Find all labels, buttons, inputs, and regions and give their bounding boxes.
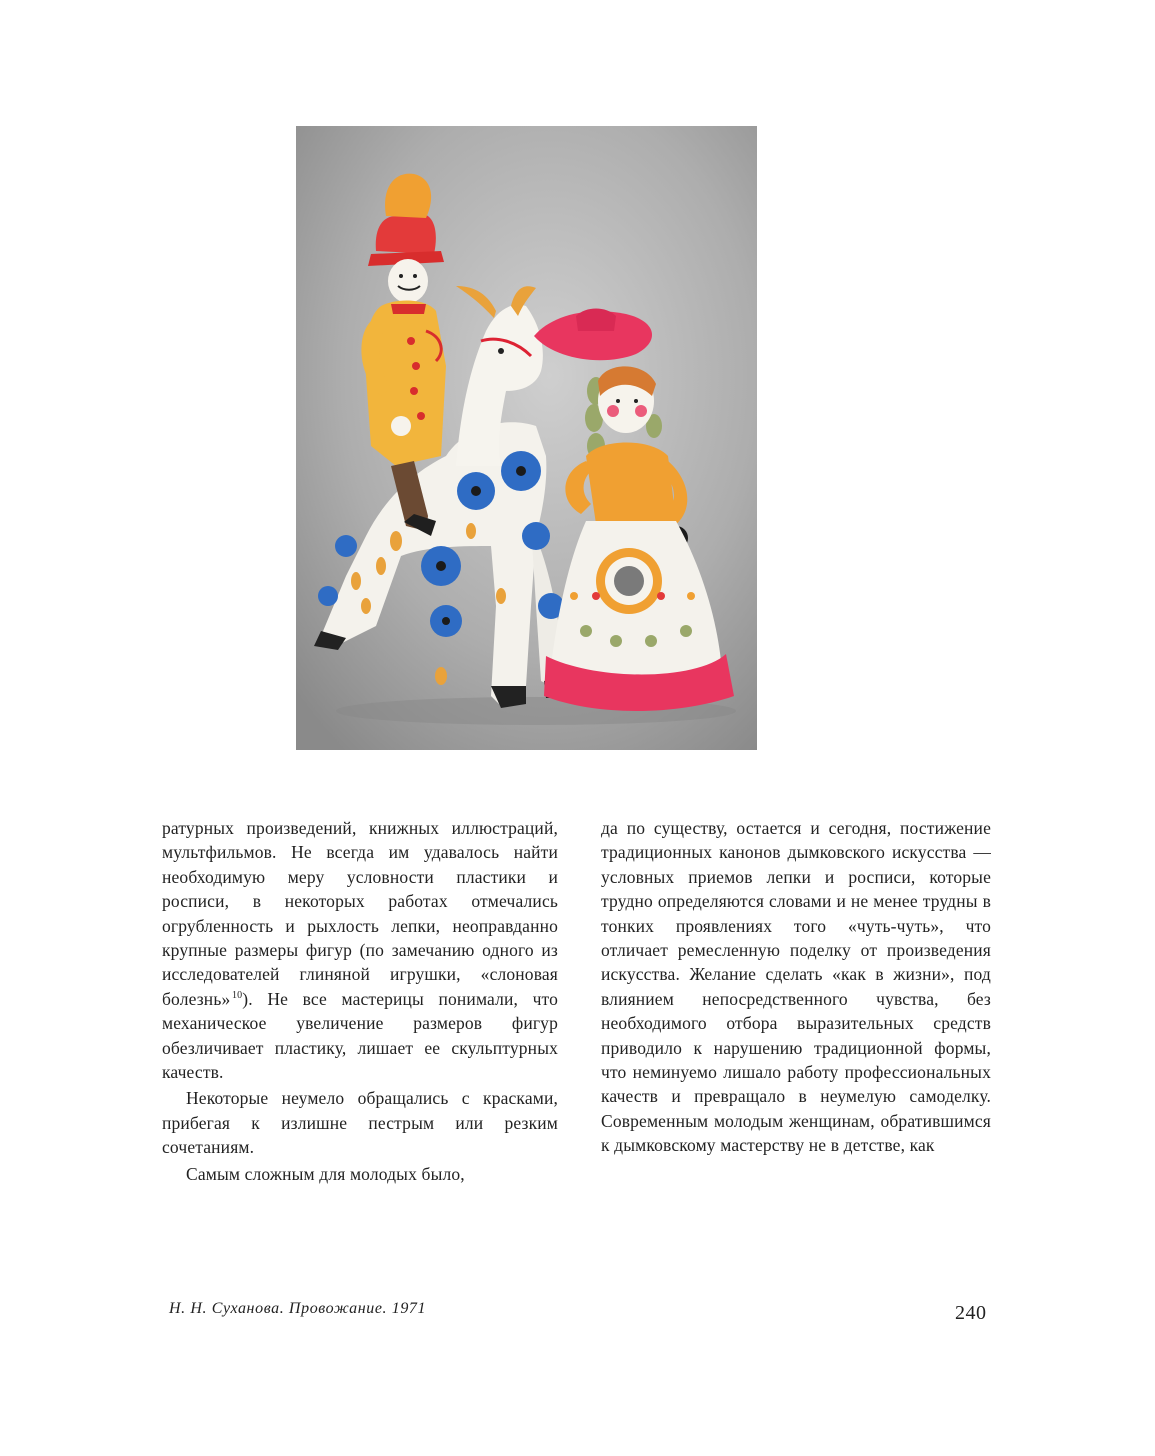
left-paragraph-1-continuation: ). Не все мастерицы понимали, что механическое увеличение размеров фигур обезличивает пластику, лишает ее скульптурных качеств. — [162, 988, 558, 1083]
left-text-column — [162, 816, 558, 1186]
footnote-reference: 10 — [231, 990, 243, 1002]
page-number: 240 — [955, 1302, 987, 1324]
left-paragraph-1 — [162, 816, 558, 1084]
right-text-column — [601, 816, 991, 1158]
photo-caption: Н. Н. Суханова. Провожание. 1971 — [169, 1300, 427, 1317]
photo-illustration — [296, 126, 757, 750]
left-paragraph-3: Самым сложным для молодых было, — [186, 1163, 465, 1184]
left-paragraph-2: Некоторые неумело обращались с красками, прибегая к излишне пестрым или резким сочетаниям. — [162, 1088, 558, 1158]
photo-dymkovo-toys — [296, 126, 757, 750]
right-paragraph-1: да по существу, остается и сегодня, постижение традиционных канонов дымковского искусства — условных приемов лепки и росписи, которые трудно определяются словами и не менее трудны в тонких проявлениях того «чуть-чуть», что отличает ремесленную поделку от произведения искусства. Желание сделать «как в жизни», под влиянием непосредственного чувства, без необходимого отбора выразительных средств приводило к нарушению традиционной формы, что неминуемо лишало работу профессиональных качеств и превращало в неумелую самоделку. Современным молодым женщинам, обратившимся к дымковскому мастерству не в детстве, как — [601, 818, 991, 1156]
left-paragraph-1-text: ратурных произведений, книжных иллюстраций, мультфильмов. Не всегда им удавалось найти необходимую меру условности пластики и росписи, в некоторых работах отмечались огрубленность и рыхлость лепки, неоправданно крупные размеры фигур (по замечанию одного из исследователей глиняной игрушки, «слоновая болезнь» — [162, 818, 558, 1009]
